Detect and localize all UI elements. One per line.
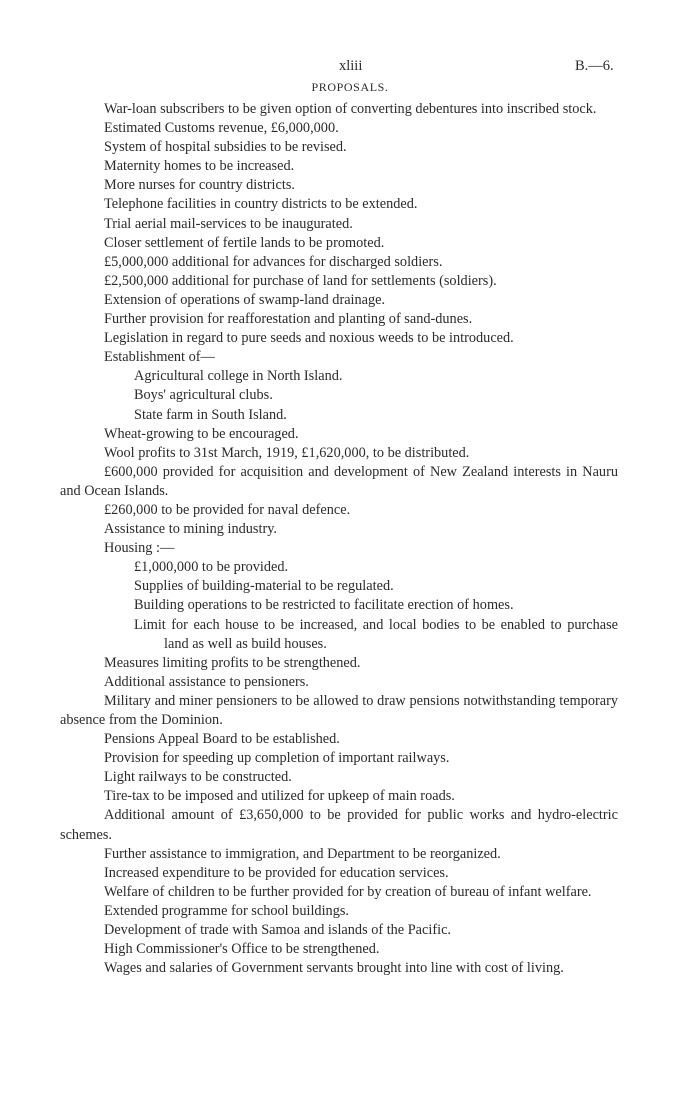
- section-title: PROPOSALS.: [311, 80, 389, 94]
- proposal-item: Wool profits to 31st March, 1919, £1,620,000, to be distributed.: [104, 444, 470, 461]
- housing-subitem: Supplies of building-material to be regulated.: [134, 578, 394, 595]
- proposal-item: Welfare of children to be further provided for by creation of bureau of infant welfare.: [104, 883, 592, 900]
- report-code: B.—6.: [575, 58, 614, 74]
- proposal-item: Further provision for reafforestation and planting of sand-dunes.: [104, 311, 473, 328]
- proposal-item: Light railways to be constructed.: [104, 769, 292, 786]
- page-header: [0, 58, 700, 78]
- proposal-item-establishment: Establishment of—: [104, 349, 215, 366]
- proposal-item: Development of trade with Samoa and islands of the Pacific.: [104, 922, 451, 939]
- proposal-item: Legislation in regard to pure seeds and noxious weeds to be introduced.: [104, 330, 514, 347]
- proposals-list: [60, 100, 618, 978]
- proposal-item: Extended programme for school buildings.: [104, 902, 349, 919]
- proposal-item: Measures limiting profits to be strengthened.: [104, 654, 361, 671]
- proposal-item: Maternity homes to be increased.: [104, 158, 295, 175]
- proposal-item: £600,000 provided for acquisition and development of New Zealand interests in Nauru and Ocean Islands.: [60, 463, 618, 499]
- housing-subitem: Building operations to be restricted to facilitate erection of homes.: [134, 597, 514, 614]
- establishment-subitem: State farm in South Island.: [134, 406, 287, 423]
- proposal-item: Increased expenditure to be provided for education services.: [104, 864, 449, 881]
- proposal-item: Further assistance to immigration, and Department to be reorganized.: [104, 845, 501, 862]
- page-number: xliii: [339, 58, 363, 74]
- proposal-item: Closer settlement of fertile lands to be promoted.: [104, 234, 385, 251]
- proposal-item-housing: Housing :—: [104, 540, 175, 557]
- proposal-item: Additional amount of £3,650,000 to be provided for public works and hydro-electric schemes.: [60, 807, 618, 843]
- proposal-item: Wheat-growing to be encouraged.: [104, 425, 299, 442]
- proposal-item: Additional assistance to pensioners.: [104, 673, 309, 690]
- proposal-item: £2,500,000 additional for purchase of land for settlements (soldiers).: [104, 272, 497, 289]
- proposal-item: Military and miner pensioners to be allowed to draw pensions notwithstanding temporary absence from the Dominion.: [60, 692, 618, 728]
- housing-subitem: Limit for each house to be increased, and local bodies to be enabled to purchase land as well as build houses.: [134, 616, 618, 652]
- proposal-item: System of hospital subsidies to be revised.: [104, 139, 347, 156]
- proposal-item: Provision for speeding up completion of important railways.: [104, 750, 450, 767]
- proposal-item: High Commissioner's Office to be strengthened.: [104, 941, 380, 958]
- establishment-subitem: Boys' agricultural clubs.: [134, 387, 273, 404]
- proposal-item: £260,000 to be provided for naval defence.: [104, 501, 351, 518]
- proposal-item: Tire-tax to be imposed and utilized for upkeep of main roads.: [104, 788, 455, 805]
- proposal-item: Extension of operations of swamp-land drainage.: [104, 291, 386, 308]
- housing-subitem: £1,000,000 to be provided.: [134, 559, 289, 576]
- proposal-item: Wages and salaries of Government servants brought into line with cost of living.: [104, 960, 564, 977]
- establishment-subitem: Agricultural college in North Island.: [134, 368, 343, 385]
- proposal-item: Telephone facilities in country districts to be extended.: [104, 196, 418, 213]
- proposal-item: Trial aerial mail-services to be inaugurated.: [104, 215, 353, 232]
- proposal-item: More nurses for country districts.: [104, 177, 295, 194]
- proposal-item: Estimated Customs revenue, £6,000,000.: [104, 120, 339, 137]
- proposal-item: Pensions Appeal Board to be established.: [104, 731, 340, 748]
- proposal-item: War-loan subscribers to be given option of converting debentures into inscribed stock.: [104, 101, 597, 117]
- proposal-item: £5,000,000 additional for advances for discharged soldiers.: [104, 253, 443, 270]
- proposal-item: Assistance to mining industry.: [104, 521, 278, 538]
